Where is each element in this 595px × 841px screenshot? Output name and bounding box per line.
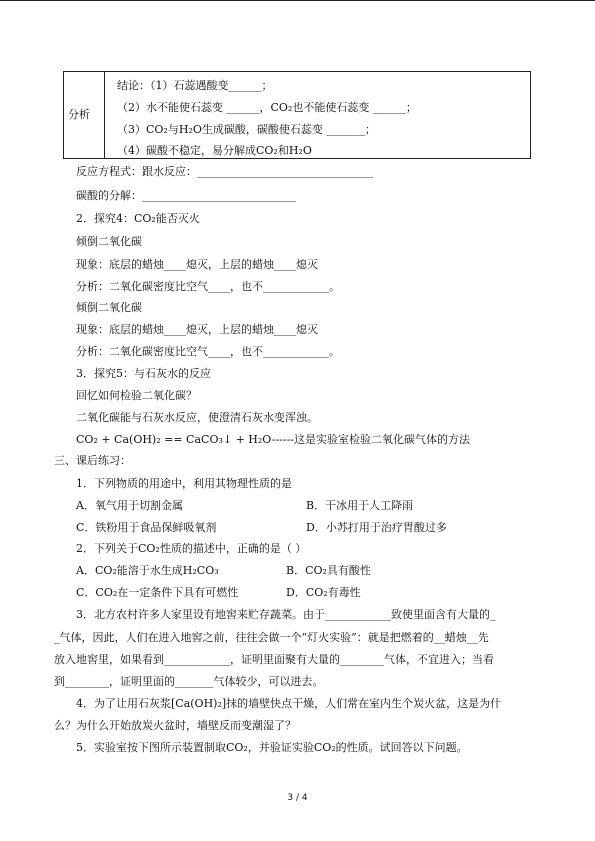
table-row: （4）碳酸不稳定，易分解成CO₂和H₂O: [117, 144, 312, 157]
text-line: 分析：二氧化碳密度比空气____，也不____________。: [76, 280, 340, 293]
question-text: 放入地窖里，如果看到____________，证明里面聚有大量的________气体，不宜进入；当看: [54, 653, 494, 666]
text-line: 2．探究4：CO₂能否灭火: [76, 212, 200, 225]
question-text: 么？为什么开始放炭火盆时，墙壁反而变潮湿了？: [54, 719, 296, 732]
text-line: 3．探究5：与石灰水的反应: [76, 367, 211, 380]
analysis-table: [63, 71, 531, 159]
text-line: 反应方程式：跟水反应：________________________________: [76, 165, 373, 178]
table-head-label: 分析: [68, 108, 90, 121]
table-divider: [104, 72, 105, 158]
option: D．CO₂有毒性: [286, 586, 361, 599]
question-text: 3．北方农村许多人家里设有地窖来贮存蔬菜。由于____________致使里面含有大量的_: [76, 608, 496, 621]
section-heading: 三、课后练习：: [54, 454, 131, 467]
question-stem: 2．下列关于CO₂性质的描述中，正确的是（ ）: [76, 542, 307, 555]
text-line: 倾倒二氧化碳: [76, 235, 142, 248]
option: B．CO₂具有酸性: [286, 564, 371, 577]
text-line: 现象：底层的蜡烛____熄灭，上层的蜡烛____熄灭: [76, 258, 318, 271]
page-number: 3 / 4: [287, 793, 308, 803]
text-line: CO₂ + Ca(OH)₂ == CaCO₃↓ + H₂O------这是实验室检验二氧化碳气体的方法: [76, 433, 471, 446]
question-text: 到________，证明里面的_______气体较少，可以进去。: [54, 675, 324, 688]
question-text: 4．为了让用石灰浆[Ca(OH)₂]抹的墙壁快点干燥，人们常在室内生个炭火盆，这是为什: [76, 697, 502, 710]
header-rule: [0, 0, 595, 1]
text-line: 倾倒二氧化碳: [76, 301, 142, 314]
text-line: 二氧化碳能与石灰水反应，使澄清石灰水变浑浊。: [76, 411, 318, 424]
table-row: 结论：（1）石蕊遇酸变______；: [117, 79, 273, 92]
text-line: 现象：底层的蜡烛____熄灭，上层的蜡烛____熄灭: [76, 323, 318, 336]
option: C．铁粉用于食品保鲜吸氧剂: [76, 521, 217, 534]
question-text: _气体，因此，人们在进入地窖之前，往往会做一个“灯火实验”：就是把燃着的__蜡烛__先: [54, 631, 489, 644]
text-line: 分析：二氧化碳密度比空气____，也不____________。: [76, 345, 340, 358]
text-line: 回忆如何检验二氧化碳？: [76, 389, 197, 402]
option: A．CO₂能溶于水生成H₂CO₃: [76, 564, 219, 577]
question-text: 5．实验室按下图所示装置制取CO₂，并验证实验CO₂的性质。试回答以下问题。: [76, 741, 468, 754]
table-row: （3）CO₂与H₂O生成碳酸，碳酸使石蕊变 _______；: [117, 123, 376, 136]
option: C．CO₂在一定条件下具有可燃性: [76, 586, 239, 599]
question-stem: 1．下列物质的用途中，利用其物理性质的是: [76, 477, 292, 490]
option: D．小苏打用于治疗胃酸过多: [306, 521, 447, 534]
option: B．干冰用于人工降雨: [306, 499, 414, 512]
table-row: （2）水不能使石蕊变 ______，CO₂也不能使石蕊变 ______；: [117, 101, 417, 114]
option: A．氧气用于切割金属: [76, 499, 183, 512]
text-line: 碳酸的分解：____________________________: [76, 189, 296, 202]
